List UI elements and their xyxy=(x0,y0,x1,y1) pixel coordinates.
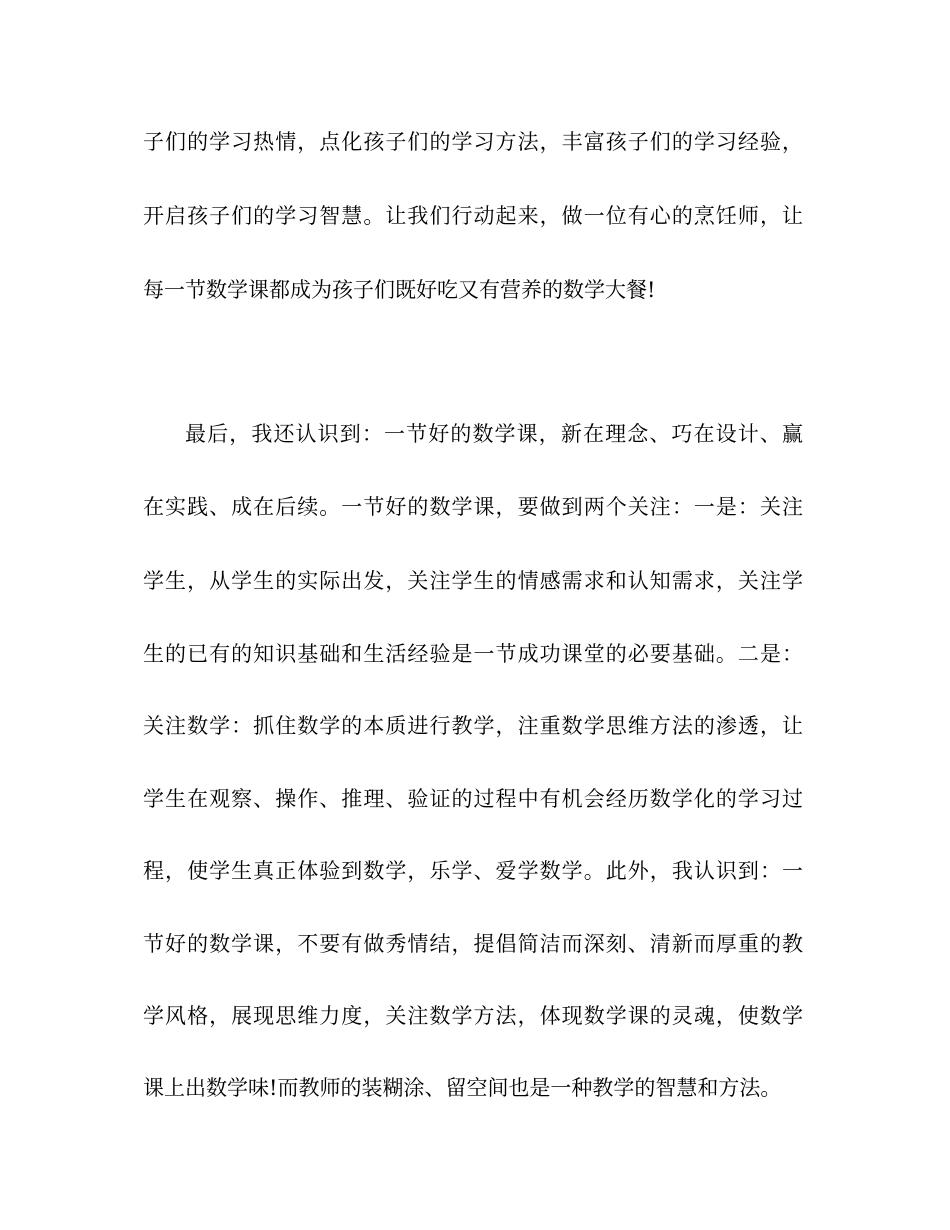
paragraph-line: 程，使学生真正体验到数学，乐学、爱学数学。此外，我认识到：一 xyxy=(143,859,803,883)
paragraph-line: 生的已有的知识基础和生活经验是一节成功课堂的必要基础。二是： xyxy=(143,642,803,666)
paragraph-line: 最后，我还认识到：一节好的数学课，新在理念、巧在设计、赢 xyxy=(185,422,803,446)
paragraph-line: 每一节数学课都成为孩子们既好吃又有营养的数学大餐! xyxy=(143,278,656,302)
paragraph-line: 学风格，展现思维力度，关注数学方法，体现数学课的灵魂，使数学 xyxy=(143,1004,803,1028)
paragraph-line: 节好的数学课，不要有做秀情结，提倡简洁而深刻、清新而厚重的教 xyxy=(143,932,803,956)
paragraph-line: 学生，从学生的实际出发，关注学生的情感需求和认知需求，关注学 xyxy=(143,569,803,593)
paragraph-line: 关注数学：抓住数学的本质进行教学，注重数学思维方法的渗透，让 xyxy=(143,714,803,738)
paragraph-line: 子们的学习热情，点化孩子们的学习方法，丰富孩子们的学习经验， xyxy=(143,130,803,154)
paragraph-line: 在实践、成在后续。一节好的数学课，要做到两个关注：一是：关注 xyxy=(143,495,803,519)
paragraph-line: 课上出数学味!而教师的装糊涂、留空间也是一种教学的智慧和方法。 xyxy=(143,1076,782,1100)
paragraph-line: 学生在观察、操作、推理、验证的过程中有机会经历数学化的学习过 xyxy=(143,787,803,811)
paragraph-line: 开启孩子们的学习智慧。让我们行动起来，做一位有心的烹饪师，让 xyxy=(143,204,803,228)
